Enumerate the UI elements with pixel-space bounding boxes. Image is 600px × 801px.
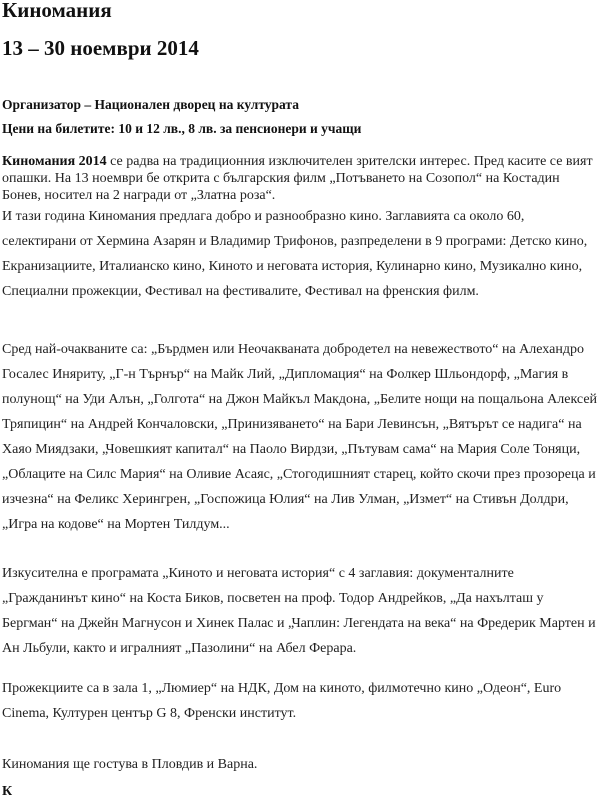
programs-paragraph: И тази година Киномания предлага добро и разнообразно кино. Заглавията са около 60, селектирани от Хермина Азарян и Владимир Трифонов, разпределени в 9 програми: Детско кино, Екранизациите, Италианско кино, Киното и неговата история, Кулинарно кино, Музикално кино, Специални прожекции, Фестивал на фестивалите, Фестивал на френския филм. [2, 209, 588, 299]
anticipated-films-paragraph: Сред най-очакваните са: „Бърдмен или Неочакваната добродетел на невежеството“ на Алехандро Госалес Иняриту, „Г-н Търнър“ на Майк Лий, „Дипломация“ на Фолкер Шльондорф, „Магия в полунощ“ на Уди Алън, „Голгота“ на Джон Майкъл Макдона, „Белите нощи на пощальона Алексей Тряпицин“ на Андрей Кончаловски, „Принизяването“ на Бари Левинсън, „Вятърът се надига“ на Хаяо Миядзаки, „Човешкият капитал“ на Паоло Вирдзи, „Пътувам сама“ на Мария Соле Тоняци, „Облаците на Силс Мария“ на Оливие Асаяс, „Стогодишният старец, който скочи през прозореца и изчезна“ на Феликс Херингрен, „Госпожица Юлия“ на Лив Улман, „Измет“ на Стивън Долдри, „Игра на кодове“ на Мортен Тилдум... [2, 342, 598, 532]
intro-text: се радва на традиционния изключителен зрителски интерес. Пред касите се вият опашки. На 13 ноември бе открита с българския филм „Потъването на Созопол“ на Костадин Бонев, носител на 2 награди от „Златна роза“. [2, 154, 593, 203]
festival-dates: 13 – 30 ноември 2014 [2, 36, 199, 60]
intro-paragraph [2, 153, 598, 204]
tour-paragraph: Киномания ще гостува в Пловдив и Варна. [2, 757, 258, 772]
trailing-heading: К [2, 784, 13, 799]
history-program-paragraph: Изкусителна е програмата „Киното и неговата история“ с 4 заглавия: документалните „Гражданинът кино“ на Коста Биков, посветен на проф. Тодор Андрейков, „Да нахълташ у Бергман“ на Джейн Магнусон и Хинек Палас и „Чаплин: Легендата на века“ на Фредерик Мартен и Ан Льбули, както и игралният „Пазолини“ на Абел Ферара. [2, 566, 596, 656]
organizer-line: Организатор – Национален дворец на културата [2, 97, 299, 112]
intro-bold-lead: Киномания 2014 [2, 154, 107, 169]
venues-paragraph: Прожекциите са в зала 1, „Люмиер“ на НДК, Дом на киното, филмотечно кино „Одеон“, Euro Cinema, Културен център G 8, Френски институт. [2, 681, 562, 721]
document-title: Киномания [2, 0, 112, 22]
ticket-prices-line: Цени на билетите: 10 и 12 лв., 8 лв. за пенсионери и учащи [2, 121, 362, 136]
